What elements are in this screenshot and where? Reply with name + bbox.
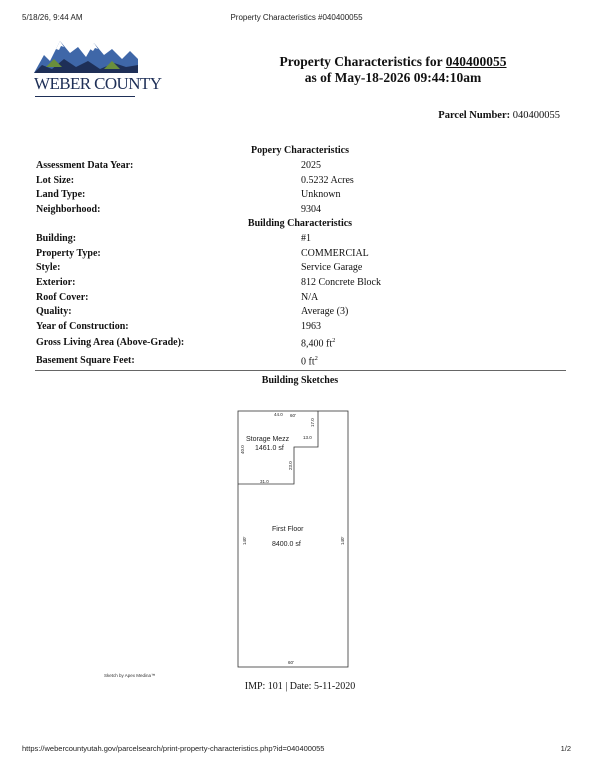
property-section-title: Popery Characteristics bbox=[250, 145, 350, 156]
title-as-of: as of May-18-2026 09:44:10am bbox=[304, 70, 482, 85]
row-label: Year of Construction: bbox=[36, 321, 129, 332]
row-value: 9304 bbox=[301, 204, 321, 215]
print-datetime: 5/18/26, 9:44 AM bbox=[22, 13, 83, 22]
parcel-number-label: Parcel Number: bbox=[438, 110, 511, 121]
row-label: Assessment Data Year: bbox=[36, 160, 134, 171]
row-label: Basement Square Feet: bbox=[36, 355, 135, 366]
first-floor-area: 8400.0 sf bbox=[272, 541, 301, 548]
page-title bbox=[243, 54, 543, 86]
row-value: 0.5232 Acres bbox=[301, 175, 354, 186]
dim-mezz-bottom: 31.0 bbox=[260, 479, 269, 484]
title-prefix: Property Characteristics for bbox=[279, 54, 446, 69]
dim-mezz-left: 40.0 bbox=[240, 445, 245, 454]
row-value: 0 $ft^2$ bbox=[301, 355, 318, 368]
parcel-link[interactable]: 040400055 bbox=[445, 54, 507, 69]
row-label: Land Type: bbox=[36, 189, 86, 200]
row-value: 2025 bbox=[301, 160, 321, 171]
print-tab-title: Property Characteristics #040400055 bbox=[230, 13, 363, 22]
weber-county-logo bbox=[34, 37, 162, 99]
row-value: 812 Concrete Block bbox=[301, 277, 381, 288]
row-value: N/A bbox=[301, 292, 319, 303]
dim-top-right: 60' bbox=[290, 413, 296, 418]
row-label: Property Type: bbox=[36, 248, 101, 259]
row-label: Style: bbox=[36, 262, 61, 273]
storage-mezz-label: Storage Mezz bbox=[246, 436, 290, 443]
building-section-title: Building Characteristics bbox=[247, 218, 353, 229]
row-value: 8,400 $ft^2$ bbox=[301, 337, 336, 350]
dim-notch-h: 13.0 bbox=[303, 435, 312, 440]
row-label: Roof Cover: bbox=[36, 292, 89, 303]
row-value: Service Garage bbox=[301, 262, 363, 273]
building-sketch bbox=[200, 405, 400, 678]
logo-rule bbox=[35, 96, 135, 97]
parcel-number-value: 040400055 bbox=[512, 110, 560, 121]
row-label: Building: bbox=[36, 233, 77, 244]
row-label: Lot Size: bbox=[36, 175, 75, 186]
sketches-section-title: Building Sketches bbox=[261, 375, 339, 386]
imp-date-line: IMP: 101 | Date: 5-11-2020 bbox=[244, 681, 356, 692]
row-label: Gross Living Area (Above-Grade): bbox=[36, 337, 185, 348]
row-value: Average (3) bbox=[301, 306, 349, 317]
row-label: Quality: bbox=[36, 306, 72, 317]
row-label: Neighborhood: bbox=[36, 204, 101, 215]
logo-text: WEBER COUNTY bbox=[34, 74, 162, 93]
section-divider bbox=[35, 370, 566, 371]
dim-right-side: 140' bbox=[340, 536, 345, 545]
print-footer bbox=[22, 744, 571, 753]
row-label: Exterior: bbox=[36, 277, 76, 288]
dim-notch-v: 17.0 bbox=[310, 418, 315, 427]
row-value: #1 bbox=[301, 233, 311, 244]
dim-top-left: 44.0 bbox=[274, 412, 283, 417]
dim-left-side: 140' bbox=[242, 536, 247, 545]
dim-bottom: 60' bbox=[288, 660, 294, 665]
row-value: Unknown bbox=[301, 189, 341, 200]
storage-mezz-area: 1461.0 sf bbox=[255, 445, 284, 452]
print-page-number: 1/2 bbox=[560, 744, 571, 753]
dim-mezz-inner: 23.0 bbox=[288, 461, 293, 470]
row-value: 1963 bbox=[301, 321, 321, 332]
row-value: COMMERCIAL bbox=[301, 248, 369, 259]
first-floor-label: First Floor bbox=[272, 526, 304, 533]
parcel-number bbox=[438, 110, 560, 121]
mountain-logo-icon bbox=[34, 37, 138, 77]
sketch-credit: Sketch by Apex Medina™ bbox=[104, 673, 156, 678]
print-url: https://webercountyutah.gov/parcelsearch/print-property-characteristics.php?id=040400055 bbox=[22, 744, 325, 753]
